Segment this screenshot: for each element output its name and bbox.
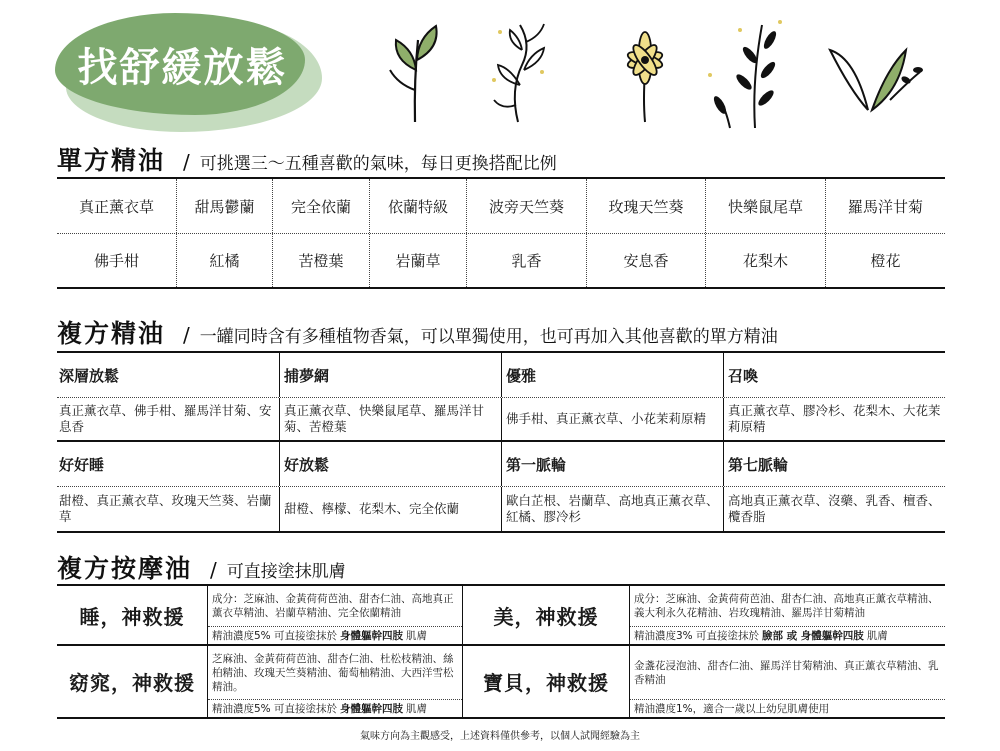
massage-oil-name: 美，神救援 [462,586,629,644]
blends-table [57,351,945,533]
usage-area: 身體軀幹四肢 [340,703,403,715]
heading-slash: / [183,323,190,347]
blend-ingredients: 真正薰衣草、快樂鼠尾草、羅馬洋甘菊、苦橙葉 [279,398,501,440]
oil-cell: 橙花 [825,234,945,287]
blend-name: 第一脈輪 [501,442,723,486]
blend-ingredients: 甜橙、檸檬、花梨木、完全依蘭 [279,487,501,531]
blend-name: 第七脈輪 [723,442,945,486]
footer-disclaimer: 氣味方向為主觀感受，上述資料僅供參考，以個人試聞經驗為主 [360,731,640,742]
blend-ingredients: 真正薰衣草、膠冷杉、花梨木、大花茉莉原精 [723,398,945,440]
blend-name: 深層放鬆 [59,366,120,385]
massage-oils-table [57,584,945,719]
usage-text: 精油濃度5% 可直接塗抹於 [212,630,337,642]
single-oils-title: 單方精油 [57,146,166,175]
massage-oil-detail [207,646,462,717]
dark-leaves-branch-icon [700,10,790,130]
oil-cell: 羅馬洋甘菊 [825,179,945,233]
blend-name: 好好睡 [59,455,105,474]
massage-oil-usage [208,699,462,717]
oil-cell: 波旁天竺葵 [466,179,586,233]
oil-cell: 乳香 [466,234,586,287]
header [0,0,1000,135]
massage-oil-ingredients: 芝麻油、金黃荷荷芭油、甜杏仁油、杜松枝精油、絲柏精油、玫瑰天竺葵精油、葡萄柚精油、大西洋雪松精油。 [212,652,454,693]
twin-leaves-icon [820,10,930,125]
blend-name: 好放鬆 [279,442,501,486]
table-row [57,179,945,233]
oil-cell: 依蘭特級 [369,179,466,233]
massage-oil-ingredients: 金盞花浸泡油、甜杏仁油、羅馬洋甘菊精油、真正薰衣草精油、乳香精油 [634,659,939,686]
heading-slash: / [210,558,217,582]
yellow-flower-icon [605,10,685,125]
massage-oil-detail [207,586,462,644]
usage-text: 精油濃度3% 可直接塗抹於 [634,630,759,642]
page-title: 找舒緩放鬆 [77,45,288,91]
massage-row [57,586,945,646]
oil-cell: 岩蘭草 [369,234,466,287]
blend-ingredients: 高地真正薰衣草、沒藥、乳香、檀香、欖香脂 [723,487,945,531]
massage-subtitle: 可直接塗抹肌膚 [226,562,346,582]
blend-name: 優雅 [501,353,723,397]
usage-suffix: 肌膚 [866,630,888,642]
oil-cell: 玫瑰天竺葵 [586,179,705,233]
blend-ingredients: 歐白芷根、岩蘭草、高地真正薰衣草、紅橘、膠冷杉 [501,487,723,531]
usage-text: 精油濃度5% 可直接塗抹於 [212,703,337,715]
oil-cell: 苦橙葉 [272,234,369,287]
usage-area: 臉部 或 身體軀幹四肢 [762,630,864,642]
usage-area: 身體軀幹四肢 [340,630,403,642]
leaf-sprig-icon [380,10,450,125]
massage-oil-name: 睡，神救援 [79,604,185,629]
usage-suffix: 肌膚 [406,630,427,642]
oil-cell: 花梨木 [705,234,825,287]
blend-name: 召喚 [723,353,945,397]
single-oils-subtitle: 可挑選三～五種喜歡的氣味，每日更換搭配比例 [199,154,557,174]
massage-oil-detail [629,646,945,717]
table-row [57,233,945,287]
blend-name-row [57,353,945,398]
usage-text: 精油濃度1%，適合一歲以上幼兒肌膚使用 [634,703,830,715]
oil-cell: 佛手柑 [93,252,139,270]
curly-branch-icon [480,10,560,125]
massage-oil-name: 寶貝，神救援 [462,646,629,717]
blend-desc-row [57,487,945,531]
blend-name: 捕夢網 [279,353,501,397]
massage-oil-name: 窈窕，神救援 [69,671,195,695]
plant-illustrations [360,10,960,135]
usage-suffix: 肌膚 [406,703,427,715]
massage-oil-detail [629,586,945,644]
oil-cell: 完全依蘭 [272,179,369,233]
oil-cell: 紅橘 [176,234,272,287]
massage-row [57,646,945,717]
massage-oil-usage [208,626,462,644]
blends-heading [57,314,778,350]
blends-subtitle: 一罐同時含有多種植物香氣，可以單獨使用，也可再加入其他喜歡的單方精油 [199,327,778,347]
massage-oil-ingredients: 成分：芝麻油、金黃荷荷芭油、甜杏仁油、高地真正薰衣草精油、義大利永久花精油、岩玫瑰精油、羅馬洋甘菊精油 [634,593,939,619]
blend-ingredients: 甜橙、真正薰衣草、玫瑰天竺葵、岩蘭草 [59,493,272,524]
oil-cell: 甜馬鬱蘭 [176,179,272,233]
massage-heading [57,549,346,585]
massage-oil-usage [630,699,945,717]
oil-cell: 安息香 [586,234,705,287]
oil-cell: 快樂鼠尾草 [705,179,825,233]
oil-cell: 真正薰衣草 [78,197,154,216]
single-oils-table [57,177,945,289]
massage-oil-ingredients: 成分：芝麻油、金黃荷荷芭油、甜杏仁油、高地真正薰衣草精油、岩蘭草精油、完全依蘭精油 [212,593,454,619]
blend-ingredients: 真正薰衣草、佛手柑、羅馬洋甘菊、安息香 [59,403,272,434]
blends-title: 複方精油 [57,319,166,348]
blend-name-row [57,442,945,487]
massage-oil-usage [630,626,945,644]
blend-ingredients: 佛手柑、真正薰衣草、小花茉莉原精 [501,398,723,440]
massage-title: 複方按摩油 [57,554,193,583]
blend-desc-row [57,398,945,442]
heading-slash: / [183,150,190,174]
single-oils-heading [57,141,557,177]
